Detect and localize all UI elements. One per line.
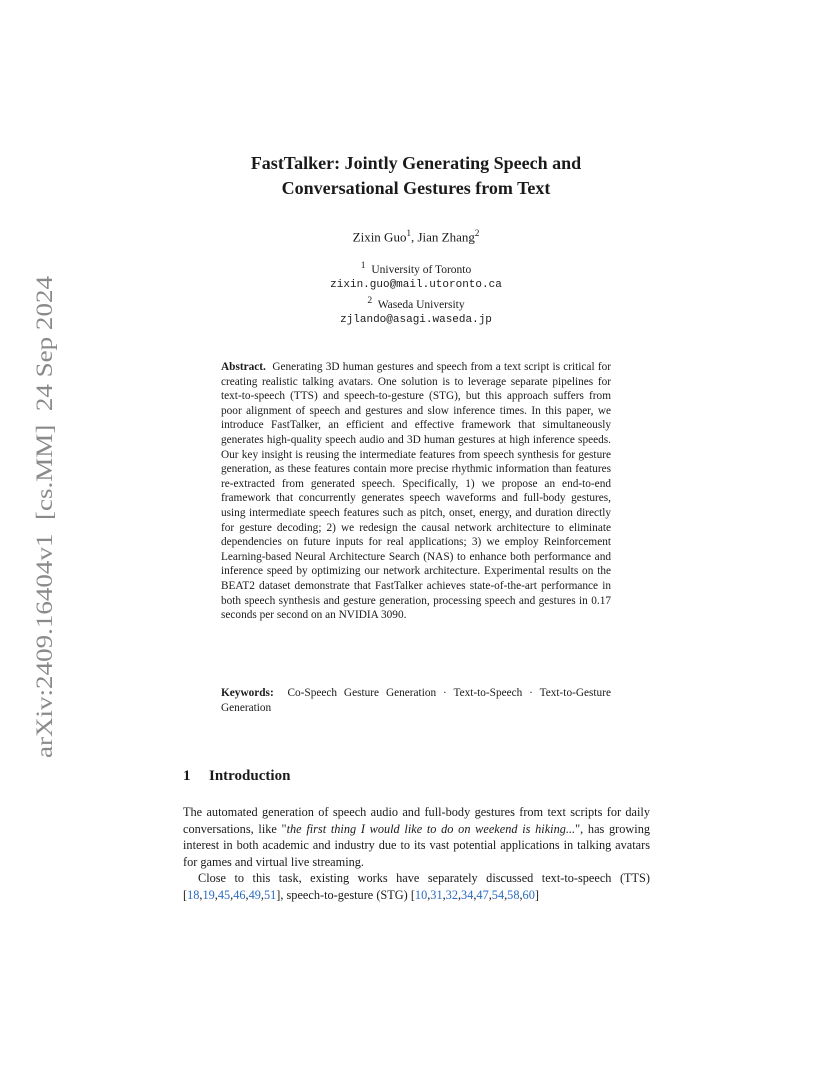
author-email: zjlando@asagi.waseda.jp bbox=[340, 313, 492, 326]
affil-name: University of Toronto bbox=[371, 263, 472, 276]
citation-link[interactable]: 49 bbox=[248, 887, 261, 902]
section-heading bbox=[183, 768, 290, 785]
author-name: Jian Zhang bbox=[417, 229, 475, 245]
citation-link[interactable]: 45 bbox=[217, 887, 231, 902]
affil-mark: 1 bbox=[360, 260, 366, 271]
citation-group-stg: 10,31,32,34,47,54,58,60 bbox=[414, 887, 535, 902]
title-line-2: Conversational Gestures from Text bbox=[281, 178, 551, 198]
citation-link[interactable]: 51 bbox=[263, 887, 277, 902]
affil-mark: 2 bbox=[367, 294, 373, 306]
author-affil-mark: 1 bbox=[406, 228, 411, 238]
paper-title bbox=[160, 151, 672, 201]
abstract bbox=[221, 360, 611, 623]
affil-name: Waseda University bbox=[377, 298, 465, 311]
introduction-body bbox=[183, 804, 650, 903]
paragraph-text: Close to this task, existing works have separately discussed text-to-speech (TTS) [ bbox=[183, 871, 650, 902]
citation-link[interactable]: 60 bbox=[522, 887, 535, 902]
affiliation bbox=[160, 258, 672, 278]
arxiv-identifier bbox=[24, 274, 64, 760]
paragraph-text: ] bbox=[534, 887, 539, 902]
author-list bbox=[160, 228, 672, 245]
citation-link[interactable]: 47 bbox=[476, 887, 489, 902]
abstract-text: Generating 3D human gestures and speech from a text script is critical for creating realistic talking avatars. One solution is to leverage separate pipelines for text-to-speech (TTS) and speech-to-gesture (STG), but this approach suffers from poor alignment of speech and gestures and slow inference times. In this paper, we introduce FastTalker, an efficient and effective framework that simultaneously generates high-quality speech audio and 3D human gestures at high inference speeds. Our key insight is reusing the intermediate features from speech synthesis for gesture generation, as these features contain more precise rhythmic information than features re-extracted from generated speech. Specifically, 1) we propose an end-to-end framework that concurrently generates speech waveforms and full-body gestures, using intermediate speech features such as pitch, onset, energy, and duration directly for gesture decoding; 2) we redesign the causal network architecture to eliminate dependencies on future inputs for real applications; 3) we employ Reinforcement Learning-based Neural Architecture Search (NAS) to enhance both performance and inference speed by optimizing our network architecture. Experimental results on the BEAT2 dataset demonstrate that FastTalker achieves state-of-the-art performance in both speech synthesis and gesture generation, processing speech and gestures in 0.17 seconds per second on an NVIDIA 3090. bbox=[221, 361, 611, 622]
citation-link[interactable]: 32 bbox=[445, 887, 458, 902]
citation-link[interactable]: 46 bbox=[233, 887, 246, 902]
paragraph-text: ], speech-to-gesture (STG) [ bbox=[276, 887, 415, 902]
section-title: Introduction bbox=[209, 768, 291, 784]
paragraph-text: The automated generation of speech audio and full-body gestures from text scripts for daily conversations, like " bbox=[183, 805, 650, 836]
citation-link[interactable]: 54 bbox=[491, 887, 505, 902]
citation-link[interactable]: 18 bbox=[187, 887, 200, 902]
citation-link[interactable]: 34 bbox=[461, 887, 474, 902]
citation-link[interactable]: 58 bbox=[507, 887, 520, 902]
author-email: zixin.guo@mail.utoronto.ca bbox=[330, 278, 502, 291]
paragraph bbox=[183, 804, 650, 870]
arxiv-id-text: arXiv:2409.16404v1 [cs.MM] 24 Sep 2024 bbox=[32, 347, 57, 758]
keywords-text: Co-Speech Gesture Generation · Text-to-Speech · Text-to-Gesture Generation bbox=[221, 687, 611, 714]
paragraph bbox=[183, 870, 650, 903]
quoted-example: the first thing I would like to do on weekend is hiking... bbox=[286, 821, 576, 836]
citation-link[interactable]: 10 bbox=[414, 887, 428, 902]
affiliation bbox=[160, 293, 672, 313]
affiliations bbox=[160, 258, 672, 328]
keywords-label: Keywords: bbox=[221, 687, 274, 699]
title-line-1: FastTalker: Jointly Generating Speech and bbox=[250, 153, 582, 173]
abstract-label: Abstract. bbox=[221, 361, 266, 373]
keywords bbox=[221, 686, 611, 715]
citation-link[interactable]: 19 bbox=[202, 887, 215, 902]
author-separator: , bbox=[410, 229, 418, 245]
author-name: Zixin Guo bbox=[352, 229, 407, 245]
author-affil-mark: 2 bbox=[474, 228, 480, 238]
paragraph-text: ", has growing interest in both academic and industry due to its vast potential applications in talking avatars for games and virtual live streaming. bbox=[183, 821, 651, 869]
section-number: 1 bbox=[183, 768, 191, 784]
citation-link[interactable]: 31 bbox=[430, 887, 443, 902]
citation-group-tts: 18,19,45,46,49,51 bbox=[187, 887, 277, 902]
